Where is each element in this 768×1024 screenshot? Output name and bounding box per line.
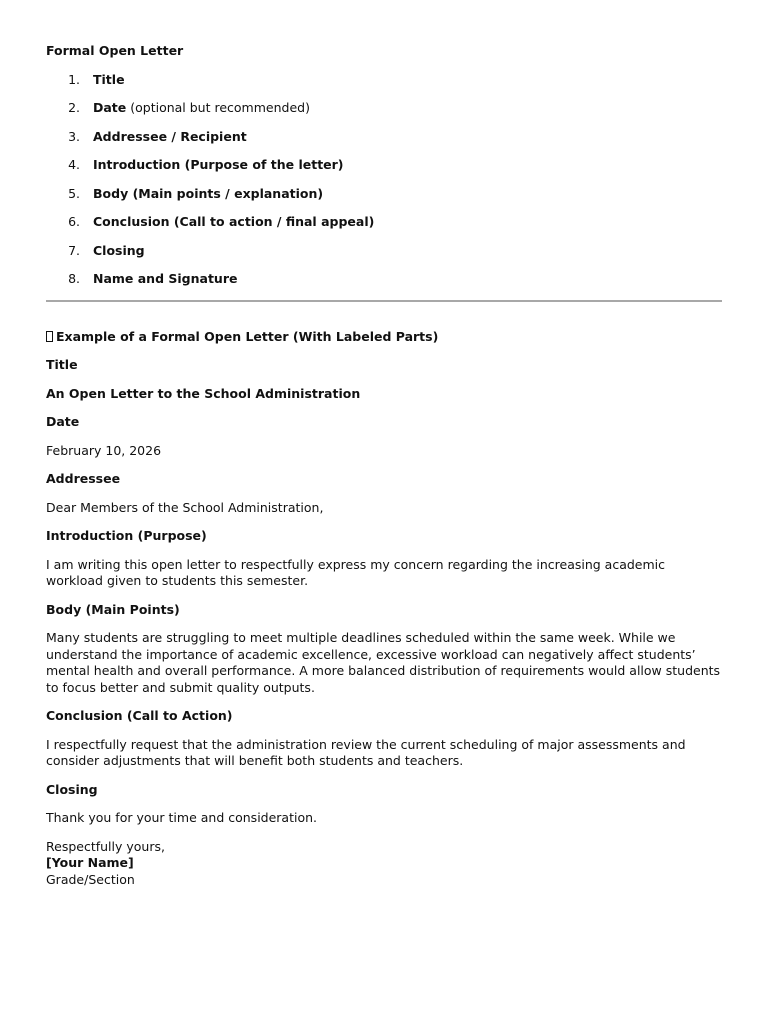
outline-number: 1. [68, 71, 80, 87]
outline-label: Date [93, 100, 127, 115]
outline-item [46, 271, 722, 288]
letter-introduction: I am writing this open letter to respectfully express my concern regarding the increasing academic workload given to students this semester. [46, 556, 666, 588]
outline-number: 8. [68, 271, 80, 286]
document-page [46, 43, 722, 888]
grade-section: Grade/Section [46, 871, 135, 887]
section-label-conclusion: Conclusion (Call to Action) [46, 708, 233, 723]
outline-label: Title [93, 71, 125, 87]
horizontal-divider [46, 300, 722, 302]
outline-number: 2. [68, 100, 80, 115]
outline-label: Conclusion (Call to action / final appeal) [93, 214, 375, 229]
section-label-date: Date [46, 414, 80, 429]
outline-number: 5. [68, 185, 80, 201]
outline-note: (optional but recommended) [126, 100, 310, 115]
outline-item [46, 157, 722, 174]
outline-number: 4. [68, 157, 80, 172]
letter-title: An Open Letter to the School Administration [46, 385, 361, 401]
signature-block [46, 839, 722, 889]
outline-number: 3. [68, 128, 80, 144]
outline-item [46, 186, 722, 203]
letter-body: Many students are struggling to meet multiple deadlines scheduled within the same week. While we understand the importance of academic excellence, excessive workload can negatively affect students’ mental health and overall performance. A more balanced distribution of requirements would allow students to focus better and submit quality outputs. [46, 630, 721, 695]
outline-list [46, 72, 722, 288]
missing-glyph-box-icon [46, 331, 53, 342]
outline-label: Closing [93, 242, 145, 258]
section-label-addressee: Addressee [46, 471, 121, 486]
outline-label: Body (Main points / explanation) [93, 185, 324, 201]
outline-item [46, 100, 722, 117]
outline-item [46, 129, 722, 146]
section-label-body: Body (Main Points) [46, 601, 180, 617]
outline-number: 7. [68, 242, 80, 258]
signer-name: [Your Name] [46, 855, 134, 870]
outline-label: Name and Signature [93, 271, 238, 286]
letter-closing: Thank you for your time and consideration. [46, 810, 318, 825]
section-label-title: Title [46, 357, 78, 372]
letter-conclusion: I respectfully request that the administration review the current scheduling of major assessments and consider adjustments that will benefit both students and teachers. [46, 736, 686, 768]
section-label-closing: Closing [46, 781, 98, 797]
outline-item [46, 243, 722, 260]
outline-number: 6. [68, 214, 80, 229]
outline-item [46, 214, 722, 231]
outline-item [46, 72, 722, 89]
example-heading-text: Example of a Formal Open Letter (With Labeled Parts) [56, 328, 439, 344]
section-label-introduction: Introduction (Purpose) [46, 528, 207, 543]
document-title: Formal Open Letter [46, 43, 184, 58]
outline-label: Addressee / Recipient [93, 128, 247, 144]
signoff: Respectfully yours, [46, 838, 165, 854]
outline-label: Introduction (Purpose of the letter) [93, 157, 344, 172]
letter-date: February 10, 2026 [46, 442, 162, 458]
example-heading [46, 329, 722, 346]
letter-salutation: Dear Members of the School Administration, [46, 499, 324, 515]
